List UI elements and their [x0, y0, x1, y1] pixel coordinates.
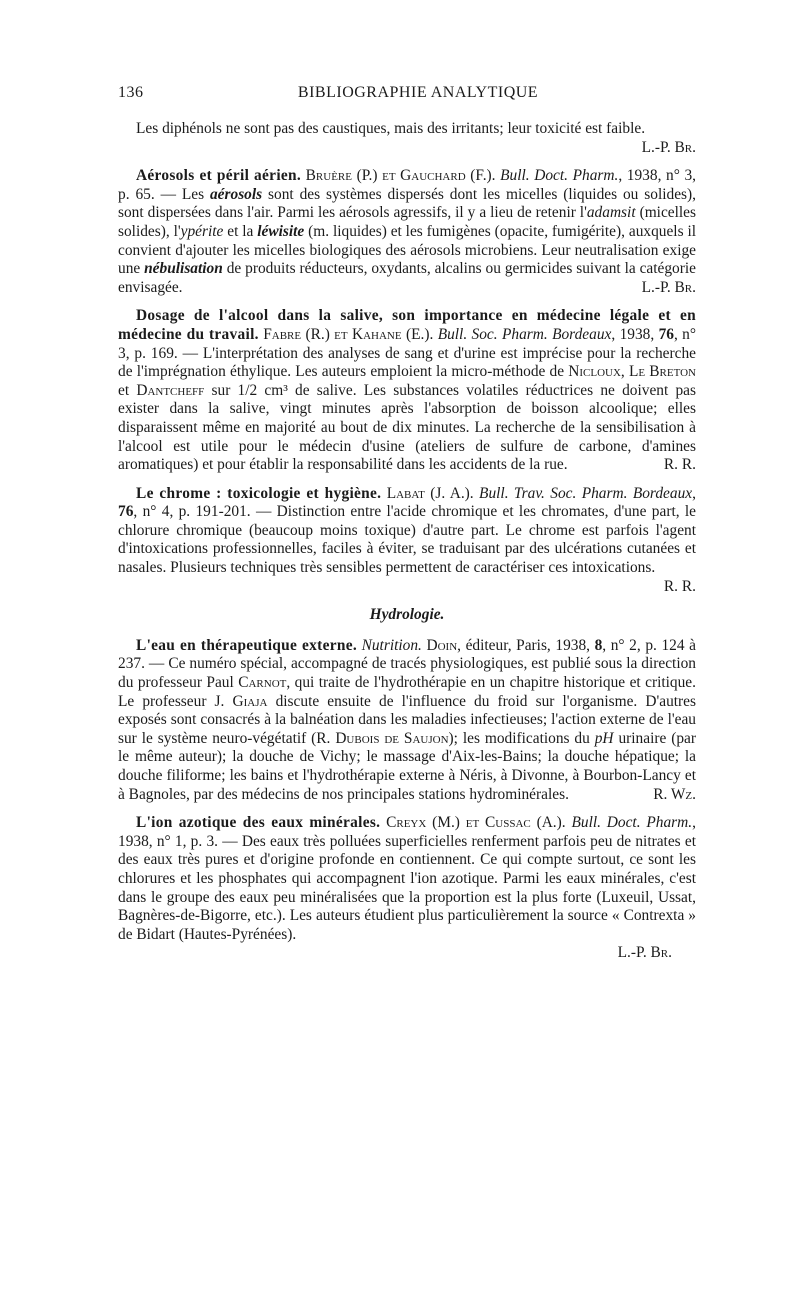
entry-dosage-alcool: [118, 307, 696, 474]
entry-authors: Labat (J. A.).: [386, 484, 474, 502]
entry-text: (micelles solides), l': [118, 204, 696, 240]
entry-term: aérosols: [209, 185, 263, 203]
entry-signature: R. R.: [663, 577, 696, 595]
entry-volume: 76: [658, 325, 674, 343]
entry-title: L'eau en thérapeutique externe.: [136, 636, 357, 654]
entry-authors: Fabre (R.) et Kahane (E.).: [263, 325, 434, 343]
entry-volume: 8: [594, 636, 603, 654]
intro-paragraph: [118, 120, 696, 157]
entry-journal: Bull. Trav. Soc. Pharm. Bordeaux: [479, 484, 693, 502]
entry-term: léwisite: [257, 222, 305, 240]
entry-reference: , n° 3, p. 169. —: [118, 325, 697, 362]
entry-reference: , éditeur, Paris, 1938,: [457, 636, 595, 654]
entry-reference: , 1938, n° 3, p. 65. —: [118, 167, 696, 203]
entry-signature: R. R.: [663, 456, 696, 474]
entry-ion-azotique: [118, 814, 696, 944]
entry-reference: , 1938,: [611, 325, 659, 343]
page-body: [118, 120, 696, 963]
entry-text: Ce numéro spécial, accompagné de tracés physiologiques, est publié sous la direction du professeur Paul: [118, 655, 696, 692]
entry-signature: R. Wz.: [653, 785, 696, 803]
entry-volume: 76: [118, 503, 134, 521]
entry-journal: Bull. Doct. Pharm.: [571, 814, 693, 832]
entry-text: et la: [223, 222, 258, 240]
entry-text: sur 1/2 cm³ de salive. Les substances volatiles réductrices ne doivent pas exister dans la salive, vingt minutes après l'absorption de boisson alcoolique; elles disparaissent même en majorité au bout de dix minutes. La recherche de la sensibilisation à l'alcool est utile pour le médecin d'usine (ateliers de sulfure de carbone, d'amines aromatiques) et pour établir la responsabilité dans les accidents de la rue.: [118, 381, 696, 474]
entry-eau-therapeutique: [118, 637, 696, 804]
entry-signature: L.-P. Br.: [617, 944, 672, 962]
entry-text: urinaire (par le même auteur); la douche de Vichy; le massage d'Aix-les-Bains; la douche hépatique; la douche filiforme; les bains et l'hydrothérapie externe à Néris, à Divonne, à Bourbon-Lancy et à Bagnoles, par des médecins de nos principales stations hydrominérales.: [118, 729, 697, 803]
entry-term: nébulisation: [144, 260, 223, 278]
page-number: 136: [118, 84, 144, 101]
section-heading: Hydrologie.: [369, 606, 445, 624]
entry-authors: Creyx (M.) et Cussac (A.).: [386, 814, 566, 832]
intro-text: Les diphénols ne sont pas des caustiques, mais des irritants; leur toxicité est faible.: [136, 120, 646, 137]
running-title: BIBLIOGRAPHIE ANALYTIQUE: [297, 84, 539, 101]
entry-text: Des eaux très polluées superficielles renferment parfois peu de nitrates et des eaux très pures et d'origine profonde en contiennent. Ce qui compte surtout, ce sont les chlorures et les phosphates qui accompagnent l'ion azotique. Parmi les eaux minérales, c'est dans le groupe des eaux peu minéralisées que la proportion est la plus forte (Luxeuil, Ussat, Bagnères-de-Bigorre, etc.). Les auteurs étudient plus particulièrement la source « Contrexta » de Bidart (Hautes-Pyrénées).: [118, 832, 696, 943]
entry-text: discute ensuite de l'influence du froid sur l'organisme. D'autres exposés sont consacrés à la balnéation dans les maladies infectieuses; l'action externe de l'eau sur le système neuro-végétatif (R.: [118, 692, 696, 747]
entry-journal: Bull. Doct. Pharm.: [500, 167, 619, 185]
entry-aerosols: [118, 167, 696, 297]
entry-text: de produits réducteurs, oxydants, alcalins ou germicides suivant la catégorie envisagée.: [118, 260, 696, 296]
intro-signature: L.-P. Br.: [641, 138, 696, 156]
entry-signature: L.-P. Br.: [641, 278, 696, 296]
entry-text: sont des systèmes dispersés dont les micelles (liquides ou solides), sont dispersées dans l'air. Parmi les aérosols agressifs, il y a lieu de retenir l': [118, 185, 696, 222]
entry-term: pH: [594, 729, 614, 747]
entry-term: adamsit: [586, 204, 636, 222]
entry-text: ); les modifications du: [448, 729, 595, 747]
entry-publisher: Doin: [426, 636, 458, 654]
entry-chrome: [118, 485, 696, 597]
entry-journal: Bull. Soc. Pharm. Bordeaux: [437, 325, 612, 343]
entry-text: (m. liquides) et les fumigènes (opacite, fumigérite), auxquels il convient d'ajouter les micelles biologiques des aérosols microbiens. Leur neutralisation exige une: [118, 222, 696, 278]
entry-journal: Nutrition.: [361, 636, 422, 654]
entry-reference: ,: [692, 484, 696, 502]
entry-text: L'interprétation des analyses de sang et d'urine est imprécise pour la recherche de l'imprégnation éthylique. Les auteurs emploient la micro-méthode de: [118, 344, 696, 381]
entry-text: Distinction entre l'acide chromique et les chromates, d'une part, le chlorure chromique (beaucoup moins toxique) d'autre part. Le chrome est parfois l'agent d'intoxications professionnelles, faciles à éviter, se traduisant par des ulcérations cutanées et nasales. Plusieurs techniques très sensibles permettent de caractériser ces intoxications.: [118, 503, 696, 577]
entry-text: , qui traite de l'hydrothérapie en un chapitre historique et critique. Le professeur J.: [118, 674, 696, 710]
page-header: [118, 84, 718, 108]
entry-person: Dubois de Saujon: [335, 729, 449, 747]
entry-title: L'ion azotique des eaux minérales.: [136, 814, 381, 832]
entry-text: Les: [175, 185, 210, 203]
entry-reference: , 1938, n° 1, p. 3. —: [118, 814, 696, 850]
entry-text: ,: [620, 363, 629, 381]
entry-person: Le Breton: [628, 363, 696, 381]
entry-title: Dosage de l'alcool dans la salive, son importance en médecine légale et en médecine du travail.: [118, 307, 696, 343]
entry-person: Carnot: [238, 674, 287, 692]
entry-text: et: [118, 381, 137, 399]
entry-term: ypérite: [180, 222, 224, 240]
entry-title: Aérosols et péril aérien.: [136, 167, 302, 185]
entry-title: Le chrome : toxicologie et hygiène.: [136, 484, 382, 502]
entry-person: Nicloux: [568, 363, 621, 381]
entry-authors: Bruère (P.) et Gauchard (F.).: [305, 167, 496, 185]
entry-person: Giaja: [232, 692, 268, 710]
entry-reference: , n° 2, p. 124 à 237. —: [118, 636, 696, 673]
entry-reference: , n° 4, p. 191-201. —: [133, 503, 272, 521]
entry-person: Dantcheff: [136, 381, 205, 399]
